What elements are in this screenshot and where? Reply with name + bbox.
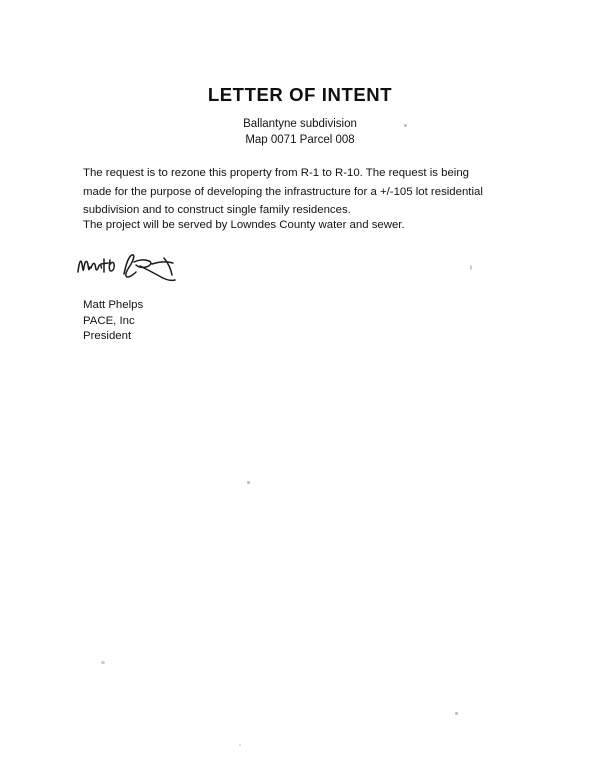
paragraph-rezone-request: The request is to rezone this property from R-1 to R-10. The request is being made for the purpose of developing the infrastructure for a +/-105 lot residential subdivision and to construct single family residences. (83, 167, 483, 216)
subtitle-line-parcel: Map 0071 Parcel 008 (245, 134, 355, 146)
signer-name: Matt Phelps (83, 299, 144, 311)
paragraph-utilities: The project will be served by Lowndes County water and sewer. (83, 219, 405, 231)
subtitle-line-subdivision: Ballantyne subdivision (243, 118, 357, 130)
scan-speck (239, 744, 241, 746)
page-title: LETTER OF INTENT (207, 84, 393, 105)
handwritten-signature-icon (76, 250, 186, 288)
scan-speck (455, 712, 458, 715)
scan-speck (247, 481, 250, 484)
scan-speck (101, 661, 105, 664)
scan-speck (470, 265, 472, 270)
signer-company: PACE, Inc (83, 314, 135, 327)
scan-speck (404, 124, 407, 127)
subtitle-block (0, 116, 600, 148)
signature-block (83, 298, 143, 345)
signer-role: President (83, 330, 132, 342)
